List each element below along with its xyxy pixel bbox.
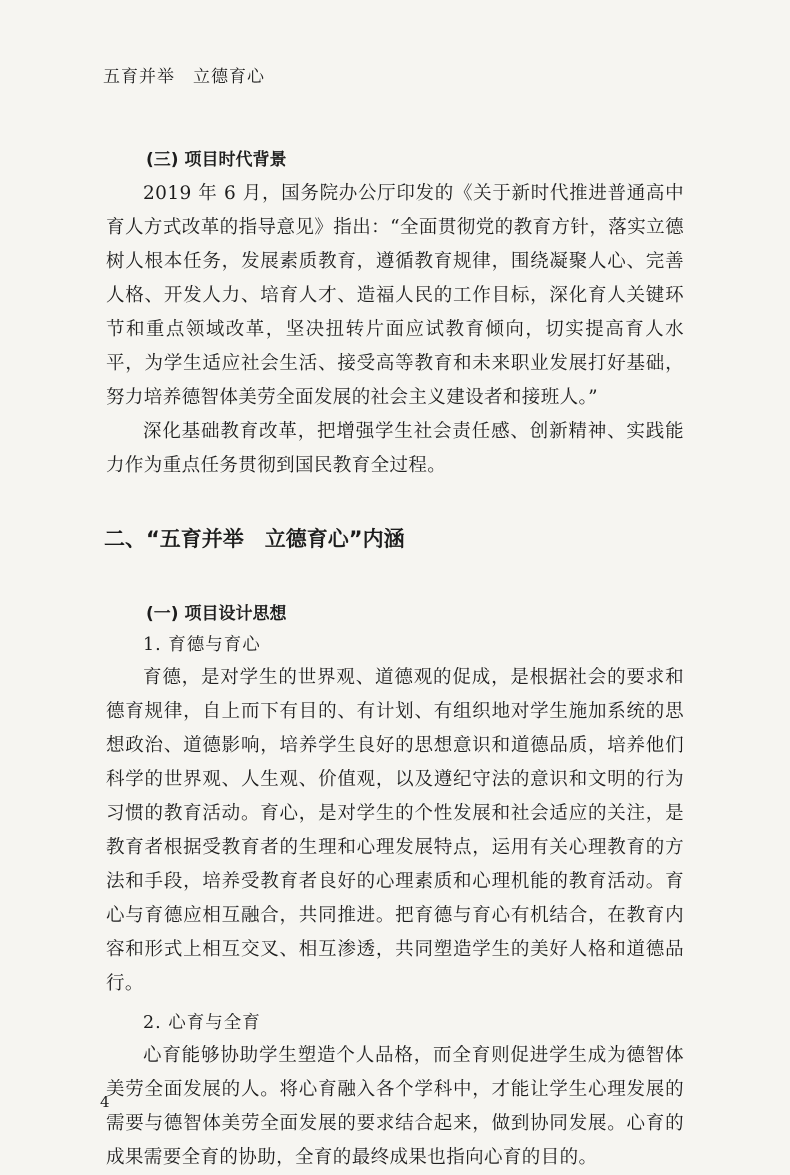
paragraph-reform: 深化基础教育改革，把增强学生社会责任感、创新精神、实践能力作为重点任务贯彻到国民教育全过程。 [106,421,684,476]
page-body [106,145,684,1175]
paragraph-moral-and-mental: 育德，是对学生的世界观、道德观的促成，是根据社会的要求和德育规律，自上而下有目的、有计划、有组织地对学生施加系统的思想政治、道德影响，培养学生良好的思想意识和道德品质，培养他们科学的世界观、人生观、价值观，以及遵纪守法的意识和文明的行为习惯的教育活动。育心，是对学生的个性发展和社会适应的关注，是教育者根据受教育者的生理和心理发展特点，运用有关心理教育的方法和手段，培养受教育者良好的心理素质和心理机能的教育活动。育心与育德应相互融合，共同推进。把育德与育心有机结合，在教育内容和形式上相互交叉、相互渗透，共同塑造学生的美好人格和道德品行。 [106,667,684,994]
item-heading-moral-and-mental: 1. 育德与育心 [143,635,261,655]
item-heading-mental-and-holistic: 2. 心育与全育 [143,1013,261,1033]
page-number: 4 [100,1093,110,1111]
section-heading-design-idea: (一) 项目设计思想 [146,604,287,624]
paragraph-mental-and-holistic: 心育能够协助学生塑造个人品格，而全育则促进学生成为德智体美劳全面发展的人。将心育融入各个学科中，才能让学生心理发展的需要与德智体美劳全面发展的要求结合起来，做到协同发展。心育的成果需要全育的协助，全育的最终成果也指向心育的目的。 [106,1045,684,1168]
section-heading-background: (三) 项目时代背景 [146,150,287,170]
running-head: 五育并举 立德育心 [103,67,265,87]
chapter-heading-connotation: 二、“五育并举 立德育心”内涵 [104,527,405,551]
paragraph-policy-quote: 2019 年 6 月，国务院办公厅印发的《关于新时代推进普通高中育人方式改革的指导意见》指出：“全面贯彻党的教育方针，落实立德树人根本任务，发展素质教育，遵循教育规律，围绕凝聚人心、完善人格、开发人力、培育人才、造福人民的工作目标，深化育人关键环节和重点领域改革，坚决扭转片面应试教育倾向，切实提高育人水平，为学生适应社会生活、接受高等教育和未来职业发展打好基础，努力培养德智体美劳全面发展的社会主义建设者和接班人。” [106,183,684,408]
